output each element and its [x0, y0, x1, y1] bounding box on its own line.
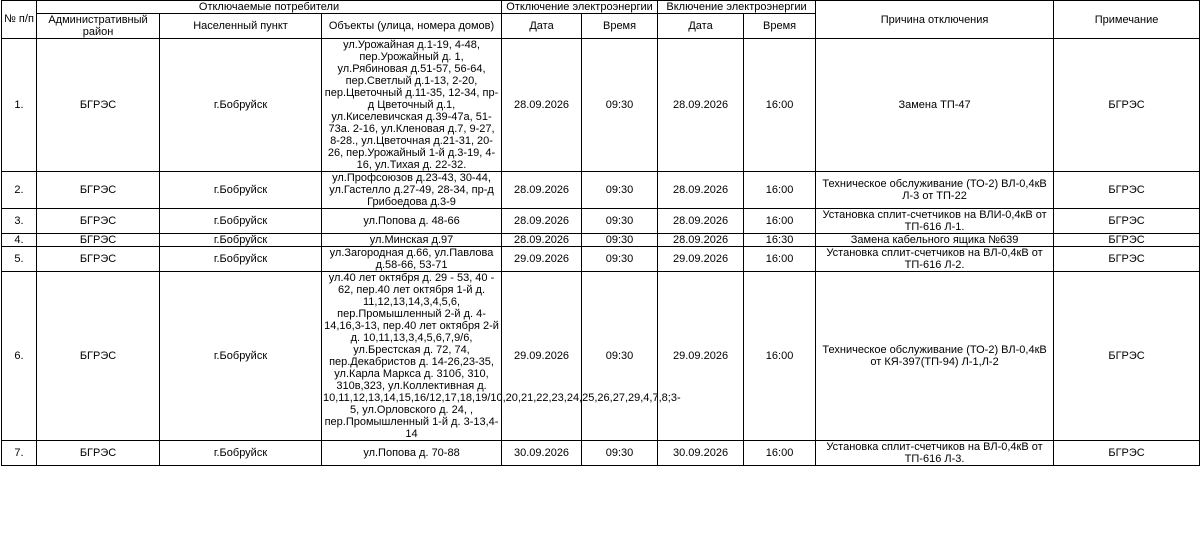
row-settlement: г.Бобруйск — [160, 234, 322, 247]
header-num: № п/п — [2, 1, 37, 39]
table-row — [2, 39, 1200, 172]
row-objects: ул.Загородная д.66, ул.Павлова д.58-66, 53-71 — [322, 247, 502, 272]
row-reason: Установка сплит-счетчиков на ВЛ-0,4кВ от ТП-616 Л-3. — [816, 441, 1054, 466]
row-settlement: г.Бобруйск — [160, 272, 322, 441]
header-row-1 — [2, 1, 1200, 14]
header-consumers-group: Отключаемые потребители — [37, 1, 502, 14]
row-district: БГРЭС — [37, 172, 160, 209]
header-off-time: Время — [582, 14, 658, 39]
header-on-date: Дата — [658, 14, 744, 39]
row-on-time: 16:00 — [744, 172, 816, 209]
row-on-time: 16:30 — [744, 234, 816, 247]
row-off-time: 09:30 — [582, 272, 658, 441]
header-on-time: Время — [744, 14, 816, 39]
row-on-date: 30.09.2026 — [658, 441, 744, 466]
row-reason: Установка сплит-счетчиков на ВЛИ-0,4кВ от ТП-616 Л-1. — [816, 209, 1054, 234]
row-num: 4. — [2, 234, 37, 247]
row-note: БГРЭС — [1054, 209, 1200, 234]
row-on-date: 28.09.2026 — [658, 39, 744, 172]
header-note: Примечание — [1054, 1, 1200, 39]
row-note: БГРЭС — [1054, 272, 1200, 441]
row-settlement: г.Бобруйск — [160, 209, 322, 234]
row-note: БГРЭС — [1054, 234, 1200, 247]
row-num: 3. — [2, 209, 37, 234]
row-num: 2. — [2, 172, 37, 209]
row-reason: Замена ТП-47 — [816, 39, 1054, 172]
row-off-date: 28.09.2026 — [502, 209, 582, 234]
header-on-group: Включение электроэнергии — [658, 1, 816, 14]
row-num: 5. — [2, 247, 37, 272]
row-off-date: 28.09.2026 — [502, 172, 582, 209]
row-note: БГРЭС — [1054, 39, 1200, 172]
row-on-date: 29.09.2026 — [658, 247, 744, 272]
row-off-date: 28.09.2026 — [502, 39, 582, 172]
row-objects: ул.40 лет октября д. 29 - 53, 40 - 62, пер.40 лет октября 1-й д. 11,12,13,14,3,4,5,6, пер.Промышленный 2-й д. 4-14,16,3-13, пер.40 лет октября 2-й д. 10,11,13,3,4,5,6,7,9/6, ул.Брестская д. 72, 74, пер.Декабристов д. 14-26,23-35, ул.Карла Маркса д. 310б, 310, 310в,323, ул.Коллективная д. 10,11,12,13,14,15,16/12,17,18,19/10,20,21,22,23,24,25,26,27,29,4,7,8;3-5, ул.Орловского д. 24, , пер.Промышленный 1-й д. 3-13,4-14 — [323, 272, 681, 440]
row-objects: ул.Минская д.97 — [322, 234, 502, 247]
row-off-date: 28.09.2026 — [502, 234, 582, 247]
table-row — [2, 209, 1200, 234]
row-off-time: 09:30 — [582, 39, 658, 172]
table-row — [2, 441, 1200, 466]
row-objects: ул.Попова д. 48-66 — [322, 209, 502, 234]
row-on-time: 16:00 — [744, 209, 816, 234]
table-row — [2, 172, 1200, 209]
row-off-time: 09:30 — [582, 247, 658, 272]
row-num: 6. — [2, 272, 37, 441]
header-objects: Объекты (улица, номера домов) — [322, 14, 502, 39]
header-district: Административный район — [37, 14, 160, 39]
row-objects: ул.Урожайная д.1-19, 4-48, пер.Урожайный д. 1, ул.Рябиновая д.51-57, 56-64, пер.Светлый д.1-13, 2-20, пер.Цветочный д.11-35, 12-34, пр-д Цветочный д.1, ул.Киселевичская д.39-47а, 51-73а. 2-16, ул.Кленовая д.7, 9-27, 8-28., ул.Цветочная д.21-31, 20-26, пер.Урожайный 1-й д.3-19, 4-16, ул.Тихая д. 22-32. — [322, 39, 502, 172]
row-district: БГРЭС — [37, 441, 160, 466]
table-row — [2, 247, 1200, 272]
row-note: БГРЭС — [1054, 247, 1200, 272]
row-off-date: 29.09.2026 — [502, 272, 582, 441]
header-reason: Причина отключения — [816, 1, 1054, 39]
row-on-date: 28.09.2026 — [658, 209, 744, 234]
row-reason: Техническое обслуживание (ТО-2) ВЛ-0,4кВ от КЯ-397(ТП-94) Л-1,Л-2 — [816, 272, 1054, 441]
row-district: БГРЭС — [37, 272, 160, 441]
row-reason: Установка сплит-счетчиков на ВЛ-0,4кВ от ТП-616 Л-2. — [816, 247, 1054, 272]
row-objects: ул.Попова д. 70-88 — [322, 441, 502, 466]
row-district: БГРЭС — [37, 247, 160, 272]
row-num: 1. — [2, 39, 37, 172]
row-on-time: 16:00 — [744, 39, 816, 172]
row-off-time: 09:30 — [582, 441, 658, 466]
row-off-time: 09:30 — [582, 172, 658, 209]
table-row — [2, 272, 1200, 441]
row-district: БГРЭС — [37, 209, 160, 234]
row-off-date: 30.09.2026 — [502, 441, 582, 466]
row-district: БГРЭС — [37, 234, 160, 247]
row-objects: ул.Профсоюзов д.23-43, 30-44, ул.Гастелло д.27-49, 28-34, пр-д Грибоедова д.3-9 — [322, 172, 502, 209]
header-off-date: Дата — [502, 14, 582, 39]
row-on-date: 29.09.2026 — [658, 272, 744, 441]
row-settlement: г.Бобруйск — [160, 172, 322, 209]
row-on-time: 16:00 — [744, 441, 816, 466]
row-settlement: г.Бобруйск — [160, 247, 322, 272]
row-settlement: г.Бобруйск — [160, 441, 322, 466]
table-row — [2, 234, 1200, 247]
row-num: 7. — [2, 441, 37, 466]
row-on-time: 16:00 — [744, 247, 816, 272]
row-on-date: 28.09.2026 — [658, 234, 744, 247]
row-reason: Замена кабельного ящика №639 — [816, 234, 1054, 247]
row-on-date: 28.09.2026 — [658, 172, 744, 209]
row-on-time: 16:00 — [744, 272, 816, 441]
row-off-date: 29.09.2026 — [502, 247, 582, 272]
row-note: БГРЭС — [1054, 441, 1200, 466]
header-off-group: Отключение электроэнергии — [502, 1, 658, 14]
row-settlement: г.Бобруйск — [160, 39, 322, 172]
row-district: БГРЭС — [37, 39, 160, 172]
row-off-time: 09:30 — [582, 234, 658, 247]
outage-schedule-table — [1, 0, 1200, 466]
header-settlement: Населенный пункт — [160, 14, 322, 39]
row-note: БГРЭС — [1054, 172, 1200, 209]
row-reason: Техническое обслуживание (ТО-2) ВЛ-0,4кВ Л-3 от ТП-22 — [816, 172, 1054, 209]
row-off-time: 09:30 — [582, 209, 658, 234]
